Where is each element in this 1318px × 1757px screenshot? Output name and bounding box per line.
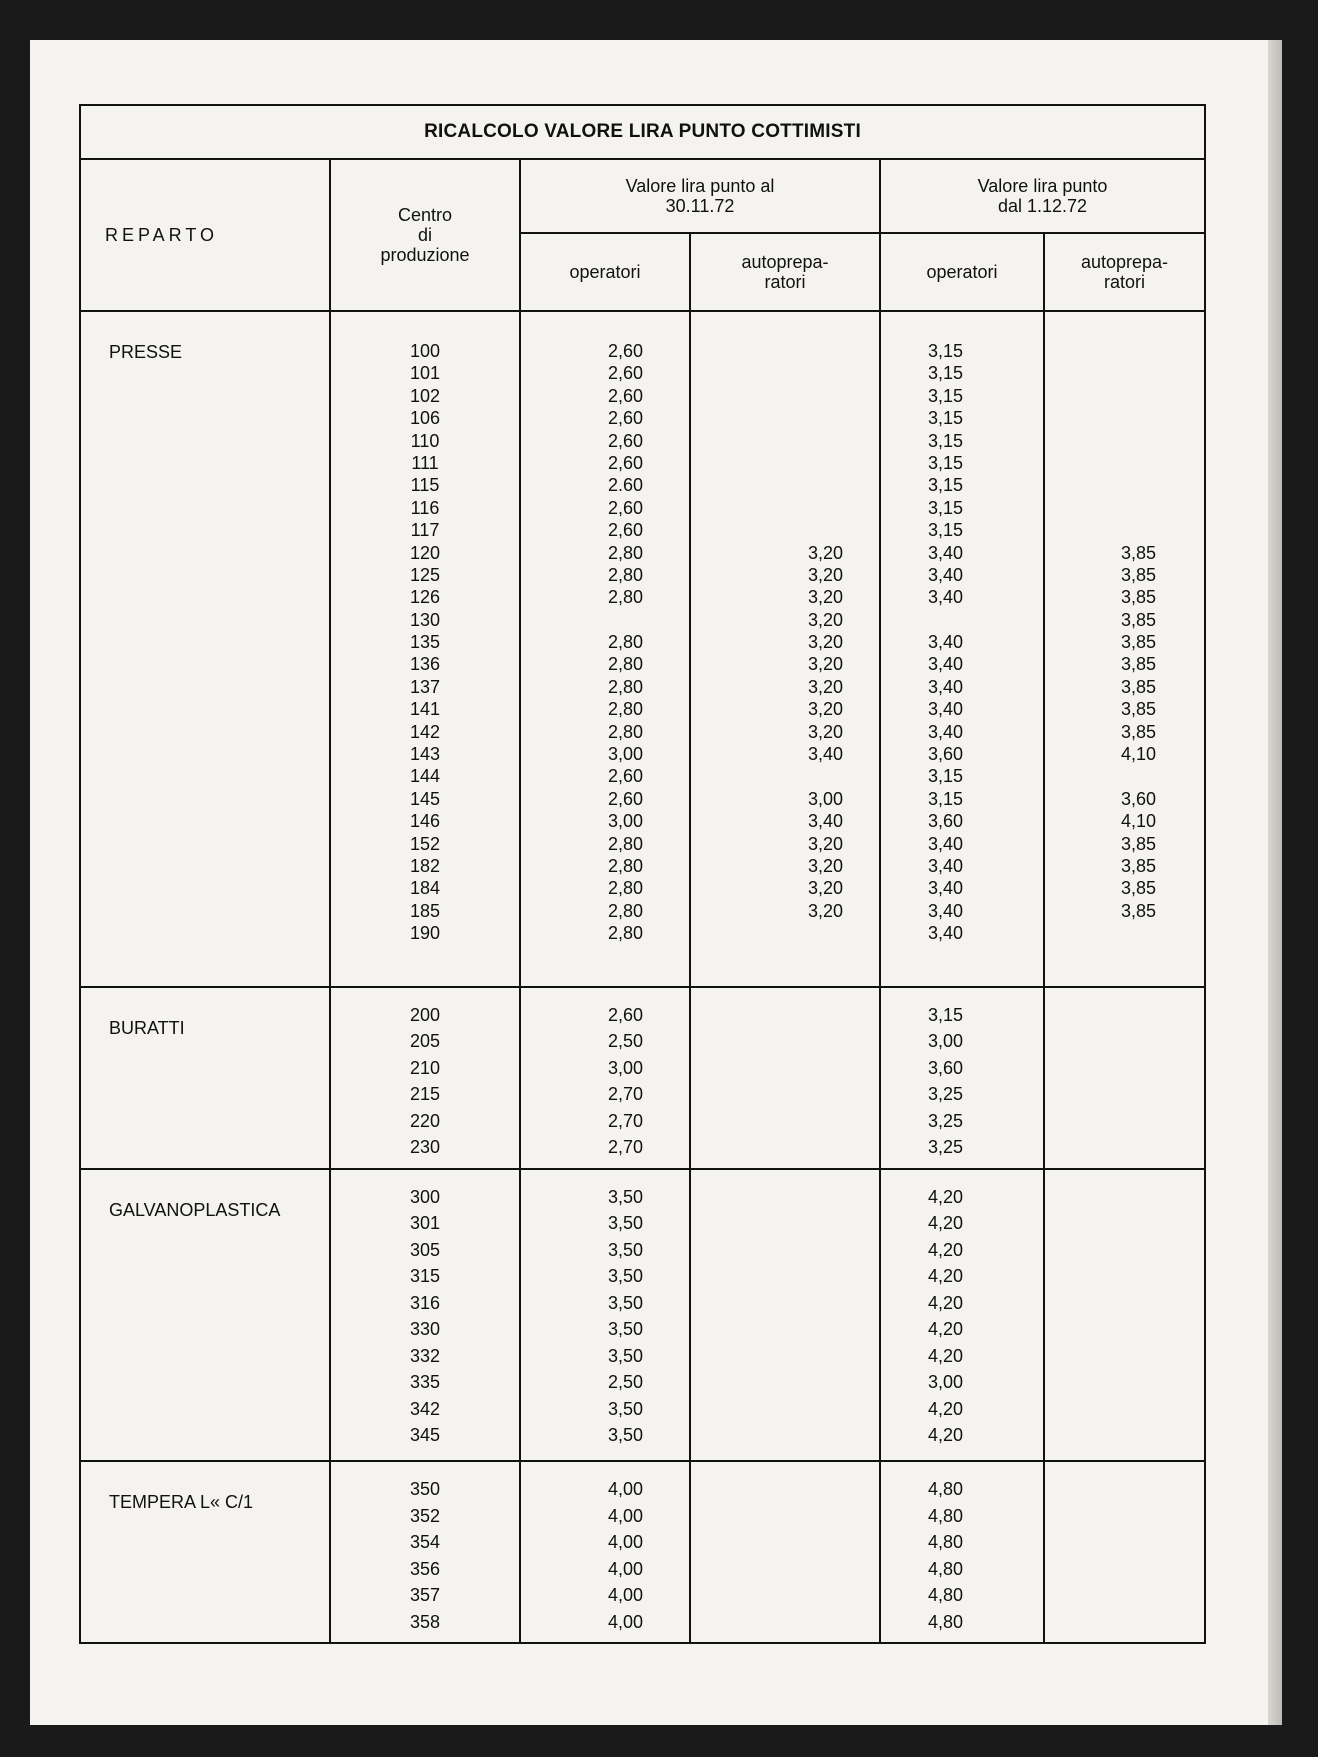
table-cell: 3,50 [607,1425,643,1446]
table-cell [1045,1081,1156,1108]
table-cell: 3,20 [807,721,843,742]
table-cell: 3,40 [927,564,963,585]
column-operatori-old [520,311,690,987]
column-autoprep-new [1044,987,1205,1169]
table-cell: 354 [409,1532,441,1552]
table-cell: 2,80 [607,699,643,720]
column-autoprep-old [690,1461,880,1643]
table-cell: 3,20 [807,833,843,854]
table-cell [691,1134,843,1161]
table-cell [881,609,963,631]
table-cell: 106 [409,408,441,429]
table-cell [691,1055,843,1082]
table-cell: 135 [409,632,441,653]
table-body [80,311,1205,1643]
table-cell: 4,80 [927,1532,963,1552]
table-cell: 182 [409,855,441,876]
table-cell [1045,1503,1156,1530]
table-cell: 3,85 [1120,609,1157,630]
table-cell: 2,60 [607,341,643,361]
table-cell: 4,20 [927,1266,963,1287]
table-cell: 146 [409,811,441,832]
table-cell: 316 [409,1292,441,1313]
table-cell: 2,80 [607,878,643,899]
table-cell: 3,40 [927,855,963,876]
table-cell: 3,85 [1120,699,1157,720]
table-cell [1045,1002,1156,1029]
table-cell [691,765,843,787]
table-cell: 3,15 [927,363,963,384]
table-cell: 3,85 [1120,855,1157,876]
header-centro: Centro di produzione [330,159,520,311]
table-cell [691,1422,843,1449]
table-cell: 3,50 [607,1345,643,1366]
table-cell: 130 [409,609,441,630]
table-cell: 125 [409,564,441,585]
table-cell: 342 [409,1398,441,1419]
table-cell [1045,1028,1156,1055]
table-cell [1045,1210,1156,1237]
table-cell [691,1556,843,1583]
header-valore-new: Valore lira punto dal 1.12.72 [880,159,1205,233]
column-autoprep-new [1044,1461,1205,1643]
table-cell: 136 [409,654,441,675]
table-cell: 143 [409,744,441,765]
section-row [80,1461,1205,1643]
table-cell [1045,1263,1156,1290]
table-cell: 3,25 [927,1110,963,1131]
table-cell [691,1081,843,1108]
table-cell: 3,00 [607,811,643,832]
table-cell: 101 [409,363,441,384]
table-cell: 357 [409,1585,441,1605]
table-cell: 2.60 [607,475,643,496]
table-cell: 230 [409,1137,441,1158]
table-cell [1045,1476,1156,1503]
table-cell: 145 [409,788,441,809]
table-cell [691,922,843,944]
table-cell: 352 [409,1505,441,1526]
table-cell [691,1263,843,1290]
column-centro [330,1461,520,1643]
table-cell: 4,00 [607,1558,643,1579]
table-cell: 3,40 [927,542,963,563]
table-cell [691,1210,843,1237]
table-cell: 3,15 [927,385,963,406]
header-valore-old: Valore lira punto al 30.11.72 [520,159,880,233]
table-cell: 3,20 [807,855,843,876]
table-cell: 358 [409,1611,441,1632]
table-cell: 3,15 [927,430,963,451]
table-cell: 2,60 [607,1004,643,1025]
table-cell: 356 [409,1558,441,1579]
table-cell: 3,40 [927,878,963,899]
column-operatori-new [880,987,1044,1169]
table-cell: 2,70 [607,1084,643,1105]
table-cell: 4,20 [927,1398,963,1419]
table-cell [691,430,843,452]
table-cell: 126 [409,587,441,608]
column-autoprep-new [1044,311,1205,987]
table-cell [1045,1609,1156,1636]
table-cell: 2,80 [607,654,643,675]
table-cell: 3,85 [1120,654,1157,675]
table-cell [691,1290,843,1317]
table-cell [1045,474,1156,496]
table-cell: 3,00 [607,744,643,765]
table-cell: 215 [409,1084,441,1105]
table-cell [1045,1108,1156,1135]
table-cell [1045,497,1156,519]
column-operatori-new [880,311,1044,987]
table-cell: 3,50 [607,1239,643,1260]
table-cell [691,1316,843,1343]
table-cell [1045,340,1156,362]
table-cell: 350 [409,1479,441,1499]
table-cell: 4,00 [607,1585,643,1605]
table-cell: 3,25 [927,1137,963,1158]
table-cell [691,452,843,474]
table-cell: 100 [409,341,441,361]
table-cell: 315 [409,1266,441,1287]
section-row [80,1169,1205,1461]
table-cell: 4,80 [927,1585,963,1605]
table-cell: 3,60 [927,1057,963,1078]
table-cell: 210 [409,1057,441,1078]
table-cell: 2,60 [607,520,643,541]
table-cell: 3,40 [927,923,963,944]
table-cell: 3,40 [927,587,963,608]
table-cell [1045,1134,1156,1161]
column-operatori-old [520,987,690,1169]
table-cell: 3,50 [607,1186,643,1207]
table-cell: 2,80 [607,855,643,876]
table-title: RICALCOLO VALORE LIRA PUNTO COTTIMISTI [80,105,1205,159]
table-cell: 345 [409,1425,441,1446]
table-cell: 3,20 [807,676,843,697]
table-cell [1045,385,1156,407]
table-cell [691,385,843,407]
table-cell: 3,60 [927,811,963,832]
table-cell: 3,20 [807,564,843,585]
table-cell: 2,70 [607,1110,643,1131]
table-cell: 4,20 [927,1186,963,1207]
table-cell: 3,85 [1120,676,1157,697]
table-cell [1045,407,1156,429]
table-cell: 3,85 [1120,632,1157,653]
table-cell: 110 [410,430,440,451]
table-cell: 2,80 [607,632,643,653]
column-centro [330,311,520,987]
table-cell: 3,20 [807,699,843,720]
table-cell [1045,1343,1156,1370]
column-operatori-new [880,1461,1044,1643]
section-row [80,311,1205,987]
table-cell: 144 [409,766,441,787]
table-cell: 3,85 [1120,721,1157,742]
table-cell [1045,519,1156,541]
table-cell: 4,00 [607,1532,643,1552]
table-cell: 4,10 [1120,811,1157,832]
table-cell: 3,40 [807,811,843,832]
table-cell: 2,60 [607,766,643,787]
table-cell: 3,00 [607,1057,643,1078]
table-cell: 301 [409,1213,441,1234]
table-cell [691,1503,843,1530]
header-autoprep-old: autoprepa- ratori [690,233,880,311]
table-cell: 141 [409,699,441,720]
table-cell: 3,20 [807,878,843,899]
table-cell: 2,60 [607,385,643,406]
table-cell [691,474,843,496]
table-cell [1045,1290,1156,1317]
table-cell: 3,00 [807,788,843,809]
table-cell [691,1108,843,1135]
table-cell [691,1396,843,1423]
table-cell: 4,80 [927,1558,963,1579]
table-cell: 2,80 [607,833,643,854]
table-cell: 3,60 [1120,788,1157,809]
table-cell: 3,50 [607,1266,643,1287]
table-cell [691,340,843,362]
table-cell [1045,452,1156,474]
table-cell: 3,85 [1120,900,1157,921]
table-cell [691,1237,843,1264]
table-cell: 2,50 [607,1372,643,1393]
table-cell: 2,80 [607,587,643,608]
table-cell [691,497,843,519]
table-cell: 3,15 [927,452,963,473]
table-cell: 3,20 [807,542,843,563]
table-cell: 4,80 [927,1611,963,1632]
table-cell: 335 [409,1372,441,1393]
table-cell: 4,00 [607,1505,643,1526]
table-cell: 2,80 [607,721,643,742]
table-cell: 3,50 [607,1292,643,1313]
column-operatori-new [880,1169,1044,1461]
table-cell: 4,10 [1120,744,1157,765]
table-cell: 4,20 [927,1239,963,1260]
reparto-name: GALVANOPLASTICA [80,1169,330,1461]
table-cell: 2,60 [607,788,643,809]
table-cell: 4,20 [927,1292,963,1313]
table-cell [691,1184,843,1211]
table-cell: 115 [410,475,440,496]
table-cell: 2,80 [607,676,643,697]
table-cell: 2,60 [607,363,643,384]
table-cell [1045,922,1156,944]
column-autoprep-old [690,311,880,987]
table-cell [691,1002,843,1029]
table-cell: 3,00 [927,1031,963,1052]
table-cell: 190 [409,923,441,944]
table-cell: 102 [409,385,441,406]
table-cell: 4,80 [927,1479,963,1499]
table-cell [1045,1316,1156,1343]
table-cell: 2,80 [607,900,643,921]
table-cell [1045,765,1156,787]
table-cell: 3,15 [927,788,963,809]
header-autoprep-new: autoprepa- ratori [1044,233,1205,311]
table-cell: 2,60 [607,452,643,473]
table-cell: 152 [409,833,441,854]
reparto-name: TEMPERA L« C/1 [80,1461,330,1643]
table-cell [691,407,843,429]
table-cell [1045,362,1156,384]
table-cell [691,1028,843,1055]
lira-punto-table [79,104,1206,1644]
table-cell: 3,40 [927,721,963,742]
table-cell [1045,1582,1156,1609]
column-autoprep-old [690,987,880,1169]
table-cell [691,1476,843,1503]
column-autoprep-new [1044,1169,1205,1461]
table-cell [691,519,843,541]
table-cell: 185 [409,900,441,921]
table-cell: 3,40 [927,900,963,921]
table-cell: 3,50 [607,1319,643,1340]
table-cell [691,1369,843,1396]
table-cell: 4,00 [607,1479,643,1499]
table-cell [691,1529,843,1556]
table-cell [1045,1184,1156,1211]
reparto-name: BURATTI [80,987,330,1169]
table-cell [1045,1556,1156,1583]
column-autoprep-old [690,1169,880,1461]
table-cell: 3,15 [927,497,963,518]
table-cell: 2,80 [607,923,643,944]
table-cell: 3,40 [927,676,963,697]
table-cell: 4,20 [927,1319,963,1340]
table-cell: 3,85 [1120,587,1157,608]
table-cell: 3,25 [927,1084,963,1105]
table-cell: 3,40 [927,654,963,675]
table-cell: 184 [409,878,441,899]
table-cell: 205 [409,1031,441,1052]
table-cell: 3,20 [807,632,843,653]
table-cell: 3,40 [927,632,963,653]
table-cell [691,1343,843,1370]
table-cell: 120 [409,542,441,563]
table-cell: 305 [409,1239,441,1260]
section-row [80,987,1205,1169]
table-cell: 142 [409,721,441,742]
column-centro [330,987,520,1169]
column-operatori-old [520,1169,690,1461]
table-cell: 3,85 [1120,564,1157,585]
table-cell [1045,430,1156,452]
table-cell: 3,85 [1120,833,1157,854]
table-cell [1045,1369,1156,1396]
table-cell: 3,15 [927,520,963,541]
table-cell: 3,40 [807,744,843,765]
table-cell [1045,1422,1156,1449]
table-cell: 220 [409,1110,441,1131]
table-cell: 111 [411,452,439,473]
table-cell: 4,80 [927,1505,963,1526]
table-cell: 4,00 [607,1611,643,1632]
column-centro [330,1169,520,1461]
table-cell: 4,20 [927,1345,963,1366]
table-cell: 2,70 [607,1137,643,1158]
table-cell: 2,60 [607,430,643,451]
table-cell: 3,20 [807,900,843,921]
table-cell: 332 [409,1345,441,1366]
table-cell: 3,50 [607,1213,643,1234]
table-cell: 4,20 [927,1213,963,1234]
table-cell: 3,20 [807,654,843,675]
header-operatori-old: operatori [520,233,690,311]
table-cell [691,1609,843,1636]
table-cell: 3,15 [927,341,963,361]
table-cell: 2,50 [607,1031,643,1052]
table-cell [521,609,643,631]
table-cell [1045,1237,1156,1264]
table-cell: 330 [409,1319,441,1340]
table-cell: 3,15 [927,408,963,429]
table-cell: 3,15 [927,766,963,787]
table-cell: 3,60 [927,744,963,765]
table-cell: 2,80 [607,542,643,563]
table-cell: 2,60 [607,497,643,518]
table-cell: 3,20 [807,609,843,630]
header-reparto: REPARTO [80,159,330,311]
table-cell: 3,50 [607,1398,643,1419]
table-cell: 3,15 [927,1004,963,1025]
table-cell: 117 [410,520,440,541]
table-cell [1045,1396,1156,1423]
table-cell: 137 [409,676,441,697]
table-cell [1045,1055,1156,1082]
table-cell: 3,85 [1120,542,1157,563]
table-cell [691,1582,843,1609]
table-cell: 300 [409,1186,441,1207]
table-cell [1045,1529,1156,1556]
paper-edge [1268,40,1282,1725]
table-cell: 3,85 [1120,878,1157,899]
table-cell: 3,40 [927,699,963,720]
table-cell: 3,00 [927,1372,963,1393]
table-cell: 3,40 [927,833,963,854]
table-cell: 2,60 [607,408,643,429]
reparto-name: PRESSE [80,311,330,987]
table-cell [691,362,843,384]
table-cell: 3,15 [927,475,963,496]
table-cell: 116 [410,497,440,518]
table-cell: 3,20 [807,587,843,608]
header-operatori-new: operatori [880,233,1044,311]
table-cell: 2,80 [607,564,643,585]
table-cell: 200 [409,1004,441,1025]
table-cell: 4,20 [927,1425,963,1446]
column-operatori-old [520,1461,690,1643]
